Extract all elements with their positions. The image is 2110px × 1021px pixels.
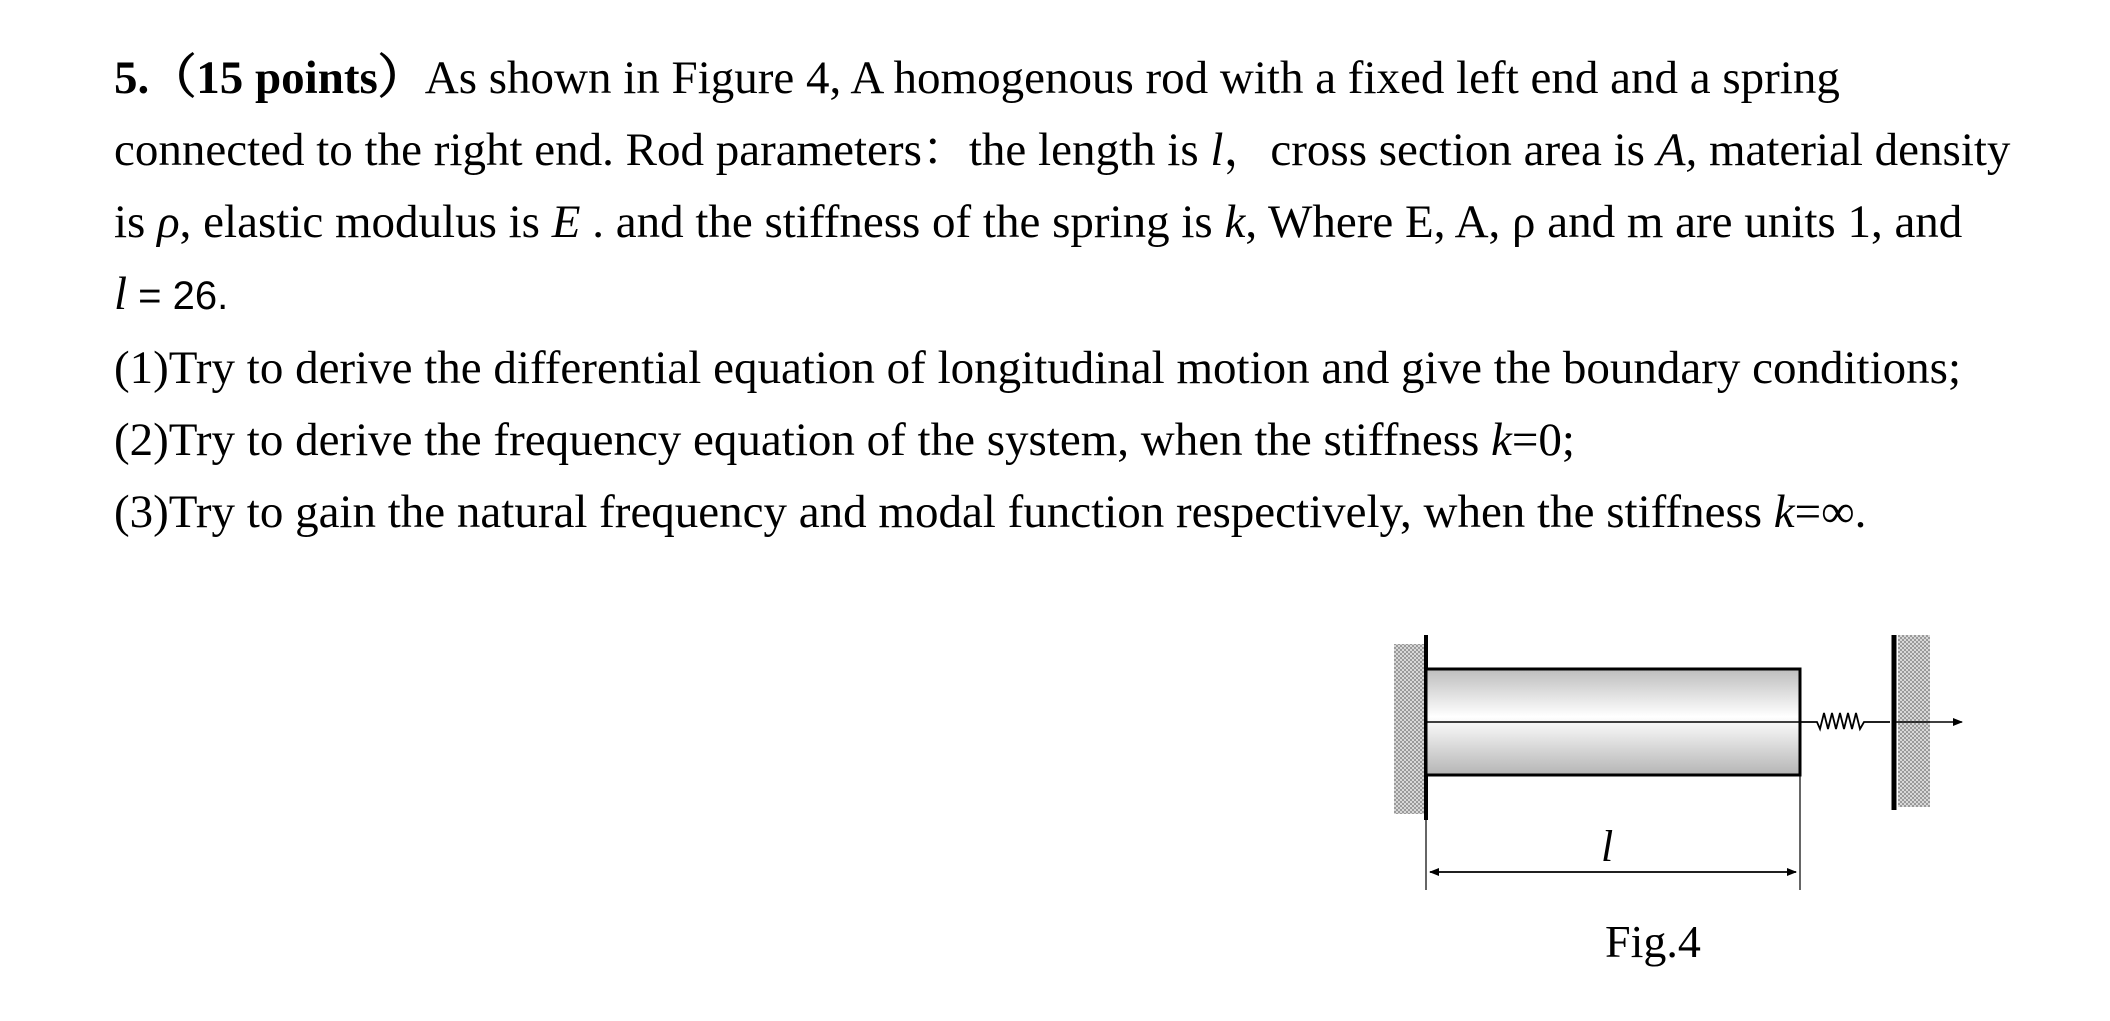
rod-spring-diagram [1380, 625, 1980, 925]
points-close-bracket: ） [377, 50, 425, 105]
colon: ： [921, 124, 969, 176]
question-2 [114, 404, 2044, 476]
question-3 [114, 476, 2044, 548]
points-label: 15 points [196, 52, 378, 104]
length-variable: l [114, 268, 128, 320]
intro-text-3d: , Where E, A, ρ and m are units 1, and [1245, 196, 1963, 248]
figure-caption: Fig.4 [1605, 916, 1701, 967]
dimension-label: l [1601, 822, 1614, 871]
variable-A: A, [1656, 124, 1698, 176]
points-open-bracket: （ [149, 50, 197, 105]
intro-text-2a: connected to the right end. Rod parameters [114, 124, 922, 176]
intro-text-3b: , elastic modulus is [179, 196, 552, 248]
question-3-end: =∞. [1794, 486, 1867, 538]
intro-text-2c: cross section area is [1270, 124, 1657, 176]
problem-line-2 [114, 114, 2044, 186]
question-1-text: (1)Try to derive the differential equation of longitudinal motion and give the boundary conditions; [114, 342, 1961, 394]
right-wall-hatch [1898, 635, 1930, 807]
figure-4 [1380, 625, 1980, 985]
question-2-variable: k [1491, 414, 1512, 466]
variable-E: E [551, 196, 581, 248]
left-wall-hatch [1394, 644, 1424, 814]
comma: ， [1223, 124, 1271, 176]
problem-statement [114, 42, 2044, 548]
question-3-text: (3)Try to gain the natural frequency and modal function respectively, when the stiffness [114, 486, 1774, 538]
length-value: = 26. [127, 274, 229, 318]
question-1 [114, 332, 2044, 404]
problem-line-4 [114, 258, 2044, 332]
intro-text-2b: the length is [968, 124, 1211, 176]
problem-line-3 [114, 186, 2044, 258]
question-3-variable: k [1773, 486, 1795, 538]
variable-k: k [1224, 196, 1246, 248]
spring [1800, 713, 1890, 729]
variable-rho: ρ [157, 196, 180, 248]
intro-text-3a: is [114, 196, 158, 248]
question-2-text: (2)Try to derive the frequency equation of the system, when the stiffness [114, 414, 1492, 466]
problem-number: 5. [114, 52, 150, 104]
variable-l: l [1210, 124, 1224, 176]
question-2-end: =0; [1511, 414, 1575, 466]
intro-text-3c: . and the stiffness of the spring is [580, 196, 1225, 248]
problem-line-1 [114, 42, 2044, 114]
intro-text-2d: material density [1697, 124, 2011, 176]
intro-text-1: As shown in Figure 4, A homogenous rod with a fixed left end and a spring [424, 52, 1840, 104]
